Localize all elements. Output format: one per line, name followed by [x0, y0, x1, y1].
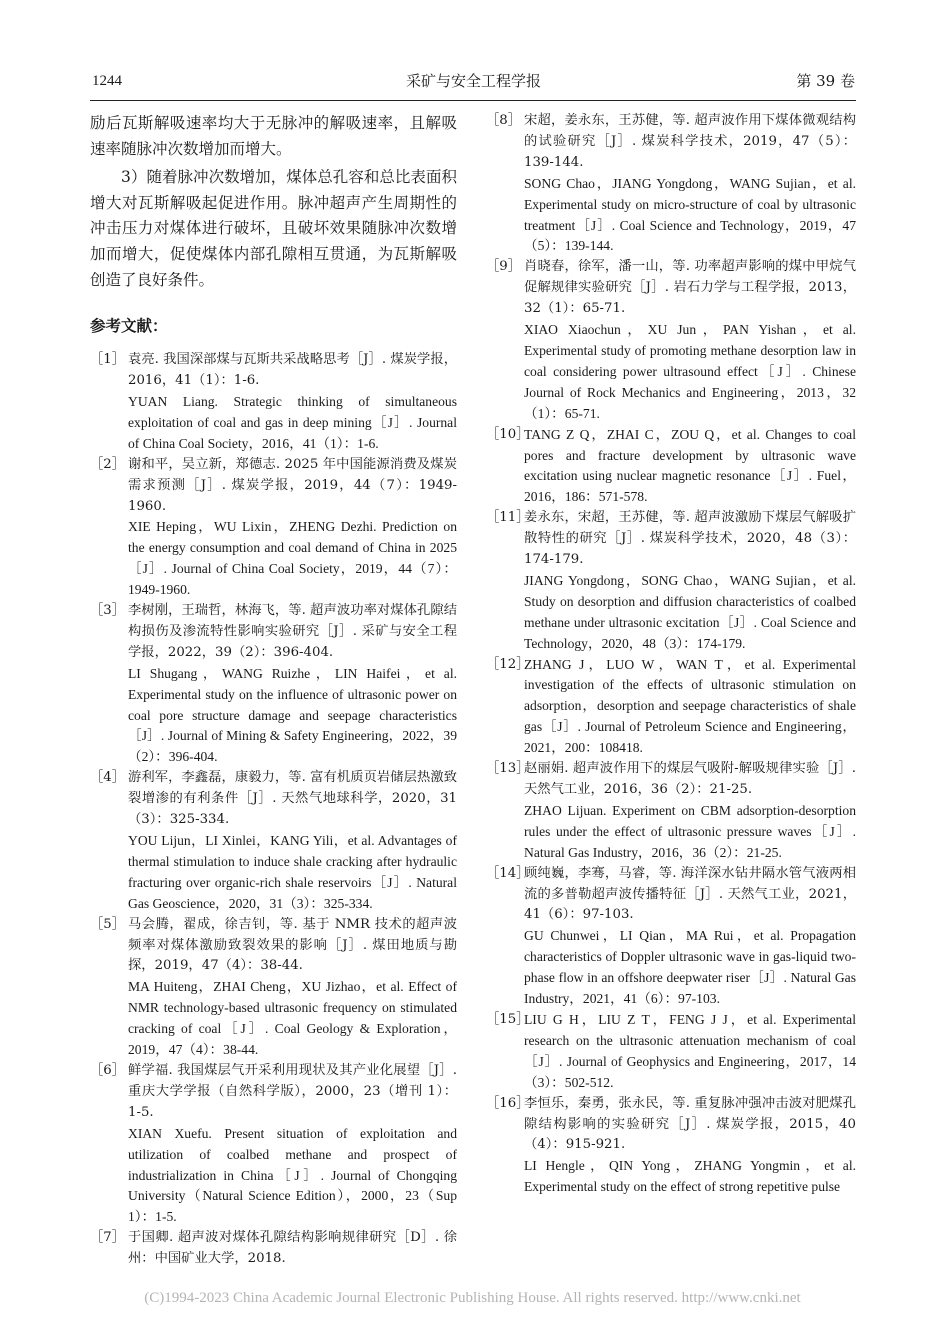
- reference-en: XIE Heping，WU Lixin，ZHENG Dezhi. Prediction on the energy consumption and coal demand of China in 2025［J］. Journal of China Coal Society，2019，44（7）：1949-1960.: [128, 519, 457, 598]
- reference-item: [90, 915, 457, 1061]
- reference-zh: 姜永东，宋超，王苏健，等. 超声波激励下煤层气解吸扩散特性的研究［J］. 煤炭科学技术，2020，48（3）：174-179.: [524, 510, 856, 568]
- left-column: [90, 111, 457, 1270]
- running-header: [92, 68, 855, 94]
- reference-en: JIANG Yongdong，SONG Chao，WANG Sujian，et al. Study on desorption and diffusion characteristics of coalbed methane under ultrasonic excitation［J］. Coal Science and Technology，2020，48（3）：174-179.: [524, 572, 856, 651]
- reference-item: [486, 1010, 856, 1094]
- reference-number: ［16］: [486, 1095, 530, 1111]
- reference-zh: 李树刚，王瑞哲，林海飞，等. 超声波功率对煤体孔隙结构损伤及渗流特性影响实验研究［J］. 采矿与安全工程学报，2022，39（2）：396-404.: [128, 603, 457, 660]
- reference-item: [90, 601, 457, 768]
- reference-zh: 袁亮. 我国深部煤与瓦斯共采战略思考［J］. 煤炭学报，2016，41（1）：1-6.: [128, 352, 457, 389]
- reference-number: ［7］: [90, 1230, 126, 1246]
- reference-item: [90, 1061, 457, 1228]
- reference-en: LIU G H，LIU Z T，FENG J J，et al. Experimental research on the ultrasonic attenuation mechanism of coal［J］. Journal of Geophysics and Engineering，2017，14（3）：502-512.: [524, 1011, 856, 1090]
- reference-number: ［13］: [486, 761, 530, 777]
- reference-zh: 于国卿. 超声波对煤体孔隙结构影响规律研究［D］. 徐州：中国矿业大学，2018.: [128, 1230, 457, 1267]
- reference-en: LI Hengle，QIN Yong，ZHANG Yongmin，et al. Experimental study on the effect of strong repetitive pulse: [524, 1158, 856, 1195]
- reference-number: ［4］: [90, 770, 126, 786]
- reference-en: MA Huiteng，ZHAI Cheng，XU Jizhao，et al. Effect of NMR technology-based ultrasonic frequency on stimulated cracking of coal［J］. Coal Geology & Exploration，2019，47（4）：38-44.: [128, 979, 457, 1058]
- reference-en: ZHANG J，LUO W，WAN T，et al. Experimental investigation of the effects of ultrasonic stimulation on adsorption，desorption and seepage characteristics of shale gas［J］. Journal of Petroleum Science and Engineering，2021，200：108418.: [524, 656, 856, 756]
- reference-en: ZHAO Lijuan. Experiment on CBM adsorption-desorption rules under the effect of ultrasonic pressure waves［J］. Natural Gas Industry，2016，36（2）：21-25.: [524, 802, 856, 860]
- reference-item: [486, 508, 856, 654]
- reference-zh: 肖晓春，徐军，潘一山，等. 功率超声影响的煤中甲烷气促解规律实验研究［J］. 岩石力学与工程学报，2013，32（1）：65-71.: [524, 259, 856, 317]
- copyright-footer: (C)1994-2023 China Academic Journal Electronic Publishing House. All rights reserved. http://www.cnki.net: [144, 1290, 801, 1306]
- reference-number: ［1］: [90, 352, 126, 368]
- reference-zh: 李恒乐，秦勇，张永民，等. 重复脉冲强冲击波对肥煤孔隙结构影响的实验研究［J］. 煤炭学报，2015，40（4）：915-921.: [524, 1095, 856, 1153]
- volume-label: 第 39 卷: [796, 72, 855, 90]
- reference-zh: 游利军，李鑫磊，康毅力，等. 富有机质页岩储层热激致裂增渗的有利条件［J］. 天然气地球科学，2020，31（3）：325-334.: [128, 770, 457, 828]
- reference-en: XIAO Xiaochun，XU Jun，PAN Yishan，et al. Experimental study of promoting methane desorption law in coal considering power ultrasound effect［J］. Chinese Journal of Rock Mechanics and Engineering，2013，32（1）：65-71.: [524, 322, 856, 421]
- reference-number: ［10］: [486, 426, 530, 442]
- reference-en: YUAN Liang. Strategic thinking of simultaneous exploitation of coal and gas in deep mining［J］. Journal of China Coal Society，2016，41（1）：1-6.: [128, 393, 457, 451]
- references-heading: 参考文献：: [90, 316, 168, 336]
- reference-en: YOU Lijun，LI Xinlei，KANG Yili，et al. Advantages of thermal stimulation to induce shale cracking after hydraulic fracturing over organic-rich shale reservoirs［J］. Natural Gas Geoscience，2020，31（3）：325-334.: [128, 833, 457, 911]
- reference-item: [486, 1094, 856, 1199]
- reference-item: [90, 1228, 457, 1270]
- reference-number: ［3］: [90, 603, 126, 619]
- reference-number: ［14］: [486, 865, 530, 881]
- reference-number: ［5］: [90, 916, 126, 932]
- reference-item: [486, 864, 856, 1010]
- body-paragraph: 3）随着脉冲次数增加，煤体总孔容和总比表面积增大对瓦斯解吸起促进作用。脉冲超声产生周期性的冲击压力对煤体进行破坏，且破坏效果随脉冲次数增加而增大，促使煤体内部孔隙相互贯通，为瓦斯解吸创造了良好条件。: [90, 168, 457, 289]
- journal-title: 采矿与安全工程学报: [405, 72, 541, 90]
- reference-zh: 赵丽娟. 超声波作用下的煤层气吸附-解吸规律实验［J］. 天然气工业，2016，36（2）：21-25.: [524, 761, 856, 797]
- reference-number: ［8］: [486, 113, 522, 128]
- reference-zh: 宋超，姜永东，王苏健，等. 超声波作用下煤体微观结构的试验研究［J］. 煤炭科学技术，2019，47（5）：139-144.: [524, 113, 856, 170]
- reference-item: [90, 350, 457, 455]
- reference-en: SONG Chao，JIANG Yongdong，WANG Sujian，et al. Experimental study on micro-structure of coal by ultrasonic treatment［J］. Coal Science and Technology，2019，47（5）：139-144.: [524, 175, 856, 254]
- reference-en: XIAN Xuefu. Present situation of exploitation and utilization of coalbed methane and prospect of industrialization in China［J］. Journal of Chongqing University（Natural Science Edition），2000，23（Sup 1）：1-5.: [128, 1125, 457, 1225]
- reference-item: [486, 759, 856, 864]
- reference-item: [486, 425, 856, 509]
- reference-zh: 马会腾，翟成，徐吉钊，等. 基于 NMR 技术的超声波频率对煤体激励致裂效果的影响［J］. 煤田地质与勘探，2019，47（4）：38-44.: [128, 916, 457, 974]
- header-rule: [90, 100, 856, 101]
- reference-number: ［12］: [486, 656, 530, 672]
- right-column: [486, 111, 856, 1198]
- reference-item: [486, 655, 856, 760]
- reference-en: GU Chunwei，LI Qian，MA Rui，et al. Propagation characteristics of Doppler ultrasonic wave in gas-liquid two-phase flow in an offshore deepwater riser［J］. Natural Gas Industry，2021，41（6）：97-103.: [524, 928, 856, 1007]
- reference-zh: 鲜学福. 我国煤层气开采利用现状及其产业化展望［J］. 重庆大学学报（自然科学版），2000，23（增刊 1）：1-5.: [128, 1062, 457, 1120]
- reference-number: ［15］: [486, 1011, 530, 1027]
- reference-zh: 谢和平，吴立新，郑德志. 2025 年中国能源消费及煤炭需求预测［J］. 煤炭学报，2019，44（7）：1949-1960.: [128, 456, 457, 514]
- reference-number: ［6］: [90, 1062, 126, 1078]
- reference-en: LI Shugang，WANG Ruizhe，LIN Haifei，et al. Experimental study on the influence of ultrasonic power on coal pore structure damage and seepage characteristics［J］. Journal of Mining & Safety Engineering，2022，39（2）：396-404.: [128, 665, 457, 765]
- reference-zh: 顾纯巍，李骞，马睿，等. 海洋深水钻井隔水管气液两相流的多普勒超声波传播特征［J］. 天然气工业，2021，41（6）：97-103.: [524, 865, 856, 923]
- reference-item: [486, 257, 856, 424]
- reference-item: [90, 768, 457, 914]
- reference-en: TANG Z Q，ZHAI C，ZOU Q，et al. Changes to coal pores and fracture development by ultrasonic wave excitation using nuclear magnetic resonance［J］. Fuel，2016，186：571-578.: [524, 426, 856, 505]
- reference-item: [486, 111, 856, 257]
- reference-item: [90, 455, 457, 601]
- reference-number: ［11］: [486, 510, 530, 526]
- reference-number: ［2］: [90, 456, 126, 472]
- reference-number: ［9］: [486, 259, 522, 275]
- page-number: 1244: [92, 73, 122, 89]
- body-paragraph: 励后瓦斯解吸速率均大于无脉冲的解吸速率，且解吸速率随脉冲次数增加而增大。: [90, 114, 457, 158]
